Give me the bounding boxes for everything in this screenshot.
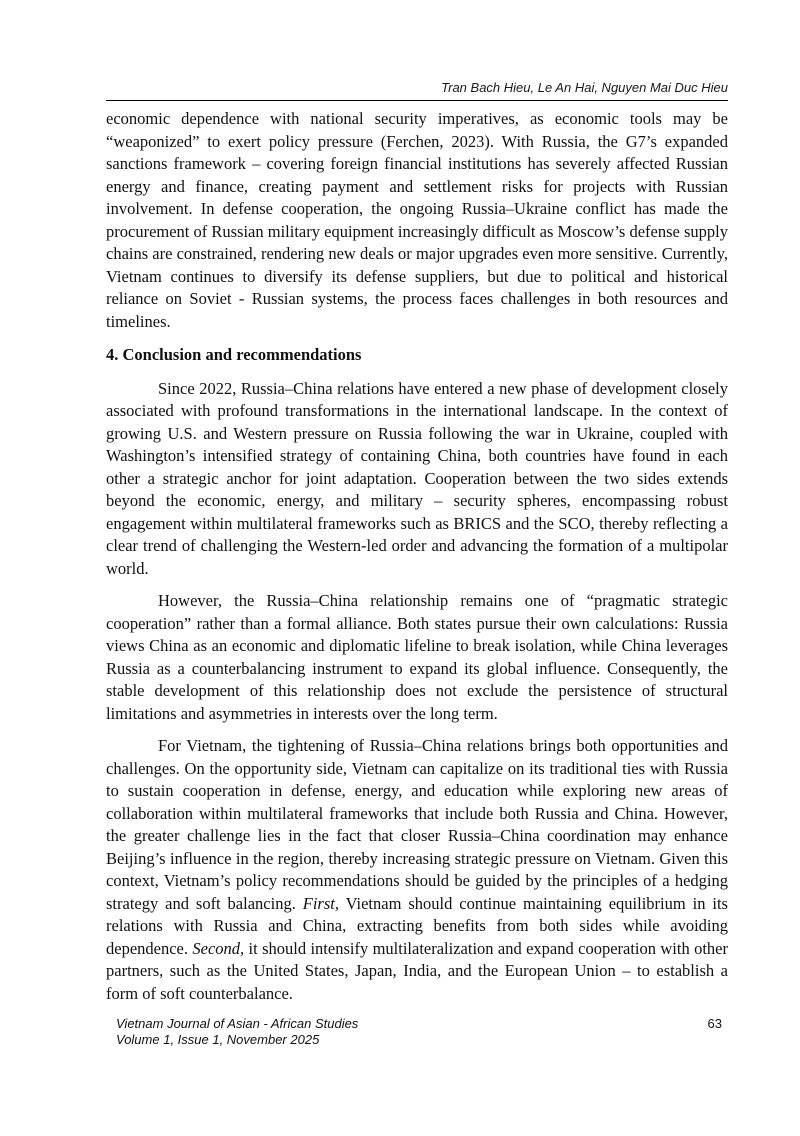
paragraph-3-text-a: For Vietnam, the tightening of Russia–China relations brings both opportunities and challenges. On the opportunity side, Vietnam can capitalize on its traditional ties with Russia to sustain cooperation in defense, energy, and education while exploring new areas of collaboration within multilateral frameworks that include both Russia and China. However, the greater challenge lies in the fact that closer Russia–China coordination may enhance Beijing’s influence in the region, thereby increasing strategic pressure on Vietnam. Given this context, Vietnam’s policy recommendations should be guided by the principles of a hedging strategy and soft balancing. [106, 736, 728, 913]
paragraph-continued: economic dependence with national security imperatives, as economic tools may be “weaponized” to exert policy pressure (Ferchen, 2023). With Russia, the G7’s expanded sanctions framework – covering foreign financial institutions has severely affected Russian energy and finance, creating payment and settlement risks for projects with Russian involvement. In defense cooperation, the ongoing Russia–Ukraine conflict has made the procurement of Russian military equipment increasingly difficult as Moscow’s defense supply chains are constrained, rendering new deals or major upgrades even more sensitive. Currently, Vietnam continues to diversify its defense suppliers, but due to political and historical reliance on Soviet - Russian systems, the process faces challenges in both resources and timelines. [106, 109, 728, 331]
paragraph-3-second: Second, [192, 938, 245, 958]
paragraph-3-first: First, [302, 893, 339, 913]
paragraph-2: However, the Russia–China relationship remains one of “pragmatic strategic cooperation” rather than a formal alliance. Both states pursue their own calculations: Russia views China as an economic and diplomatic lifeline to break isolation, while China leverages Russia as a counterbalancing instrument to expand its global influence. Consequently, the stable development of this relationship does not exclude the persistence of structural limitations and asymmetries in interests over the long term. [106, 591, 728, 723]
running-header-authors: Tran Bach Hieu, Le An Hai, Nguyen Mai Duc Hieu [441, 80, 728, 95]
header-rule [106, 100, 728, 101]
footer-journal-name: Vietnam Journal of Asian - African Studies [116, 1016, 359, 1031]
paragraph-3 [106, 735, 728, 1005]
section-heading: 4. Conclusion and recommendations [106, 345, 362, 364]
paragraph-3-text-b: Vietnam should continue maintaining equilibrium in its relations with Russia and China, extracting benefits from both sides while avoiding dependence. [106, 893, 728, 958]
article-body [106, 108, 728, 1005]
footer-volume-issue: Volume 1, Issue 1, November 2025 [116, 1032, 320, 1047]
page-footer [116, 1016, 722, 1048]
paragraph-3-text-c: it should intensify multilateralization and expand cooperation with other partners, such as the United States, Japan, India, and the European Union – to establish a form of soft counterbalance. [106, 938, 728, 1003]
paragraph-1: Since 2022, Russia–China relations have entered a new phase of development closely associated with profound transformations in the international landscape. In the context of growing U.S. and Western pressure on Russia following the war in Ukraine, coupled with Washington’s intensified strategy of containing China, both countries have found in each other a strategic anchor for joint adaptation. Cooperation between the two sides extends beyond the economic, energy, and military – security spheres, encompassing robust engagement within multilateral frameworks such as BRICS and the SCO, thereby reflecting a clear trend of challenging the Western-led order and advancing the formation of a multipolar world. [106, 378, 728, 578]
page-number: 63 [707, 1016, 722, 1031]
